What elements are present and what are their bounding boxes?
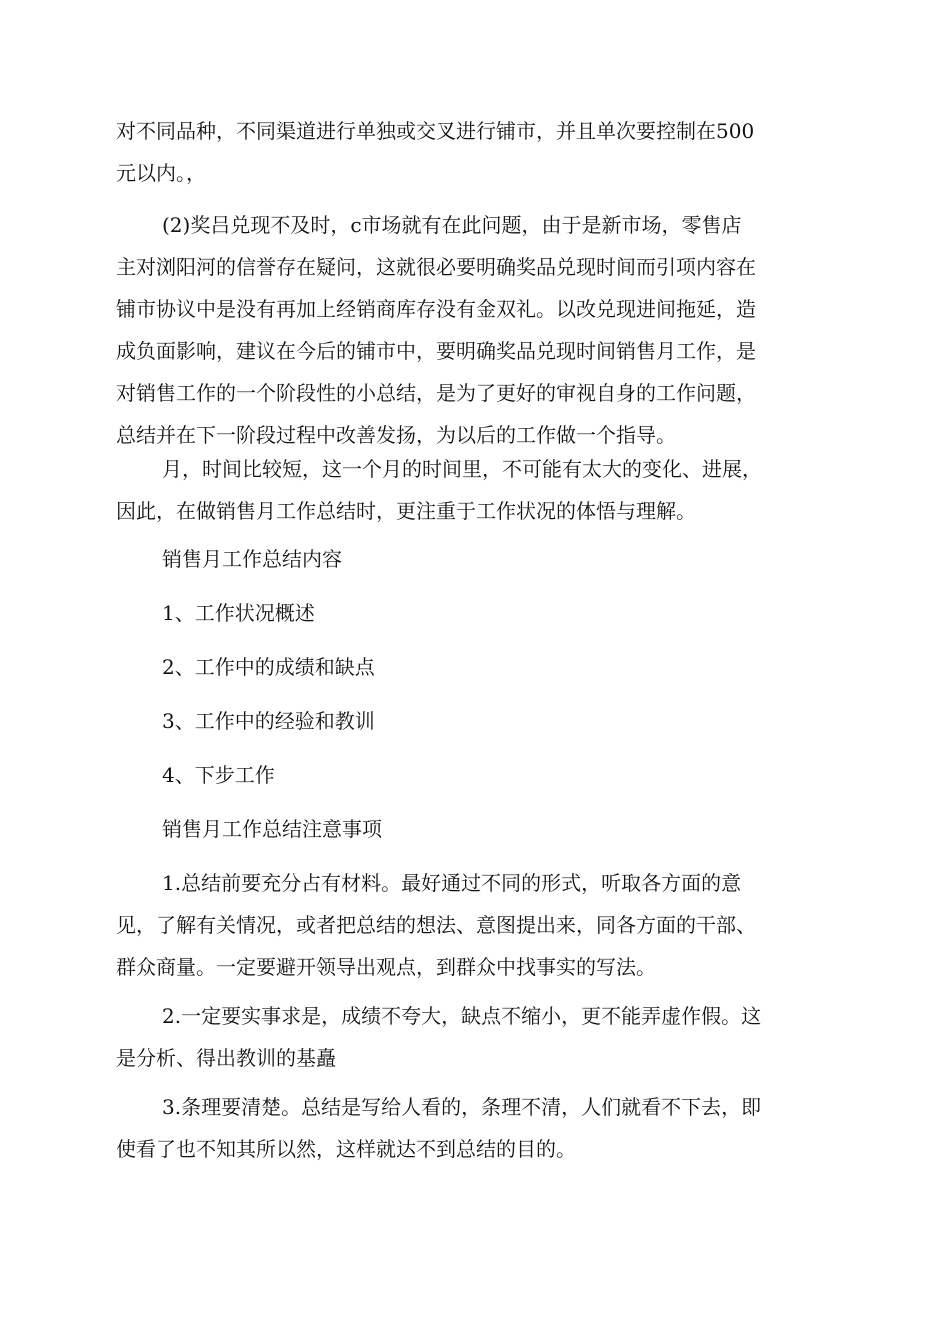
text-line: 销售月工作总结内容	[162, 547, 342, 571]
text-line: 销售月工作总结注意事项	[162, 817, 382, 841]
text-line: 2.一定要实事求是，成绩不夸大，缺点不缩小，更不能弄虚作假。这	[162, 1004, 762, 1028]
paragraph-note-3	[116, 1086, 836, 1170]
text-line: 使看了也不知其所以然，这样就达不到总结的目的。	[116, 1137, 576, 1161]
text-line: 成负面影响，建议在今后的铺市中，要明确奖品兑现时间销售月工作，是	[116, 339, 756, 363]
list-item	[116, 754, 836, 796]
text-line: 3、工作中的经验和教训	[162, 709, 375, 733]
paragraph-award-redemption	[116, 204, 836, 456]
text-line: 4、下步工作	[162, 763, 275, 787]
text-line: 总结并在下一阶段过程中改善发扬，为以后的工作做一个指导。	[116, 423, 676, 447]
text-line: (2)奖吕兑现不及时，c市场就有在此问题，由于是新市场，零售店	[162, 213, 742, 237]
text-line: 1、工作状况概述	[162, 601, 315, 625]
text-line: 铺市协议中是没有再加上经销商库存没有金双礼。以改兑现进间拖延，造	[116, 297, 756, 321]
text-line: 主对浏阳河的信誉存在疑问，这就很必要明确奖品兑现时间而引项内容在	[116, 255, 756, 279]
list-item	[116, 592, 836, 634]
text-line: 对不同品种，不同渠道进行单独或交叉进行铺市，并且单次要控制在500	[116, 119, 755, 143]
section-heading-notes	[116, 808, 836, 850]
text-line: 因此，在做销售月工作总结时，更注重于工作状况的体悟与理解。	[116, 499, 696, 523]
paragraph-month	[116, 448, 836, 532]
text-line: 群众商量。一定要避开领导出观点，到群众中找事实的写法。	[116, 955, 656, 979]
text-line: 元以内。，	[116, 161, 206, 185]
paragraph-note-2	[116, 995, 836, 1079]
text-line: 2、工作中的成绩和缺点	[162, 655, 375, 679]
paragraph-note-1	[116, 862, 836, 988]
text-line: 月，时间比较短，这一个月的时间里，不可能有太大的变化、进展，	[162, 457, 762, 481]
text-line: 1.总结前要充分占有材料。最好通过不同的形式，听取各方面的意	[162, 871, 742, 895]
text-line: 是分析、得出教训的基矗	[116, 1046, 336, 1070]
text-line: 对销售工作的一个阶段性的小总结，是为了更好的审视自身的工作问题，	[116, 381, 756, 405]
list-item	[116, 646, 836, 688]
list-item	[116, 700, 836, 742]
text-line: 见，了解有关情况，或者把总结的想法、意图提出来，同各方面的干部、	[116, 913, 756, 937]
section-heading-content	[116, 538, 836, 580]
paragraph-continuation	[116, 110, 836, 194]
text-line: 3.条理要清楚。总结是写给人看的，条理不清，人们就看不下去，即	[162, 1095, 762, 1119]
